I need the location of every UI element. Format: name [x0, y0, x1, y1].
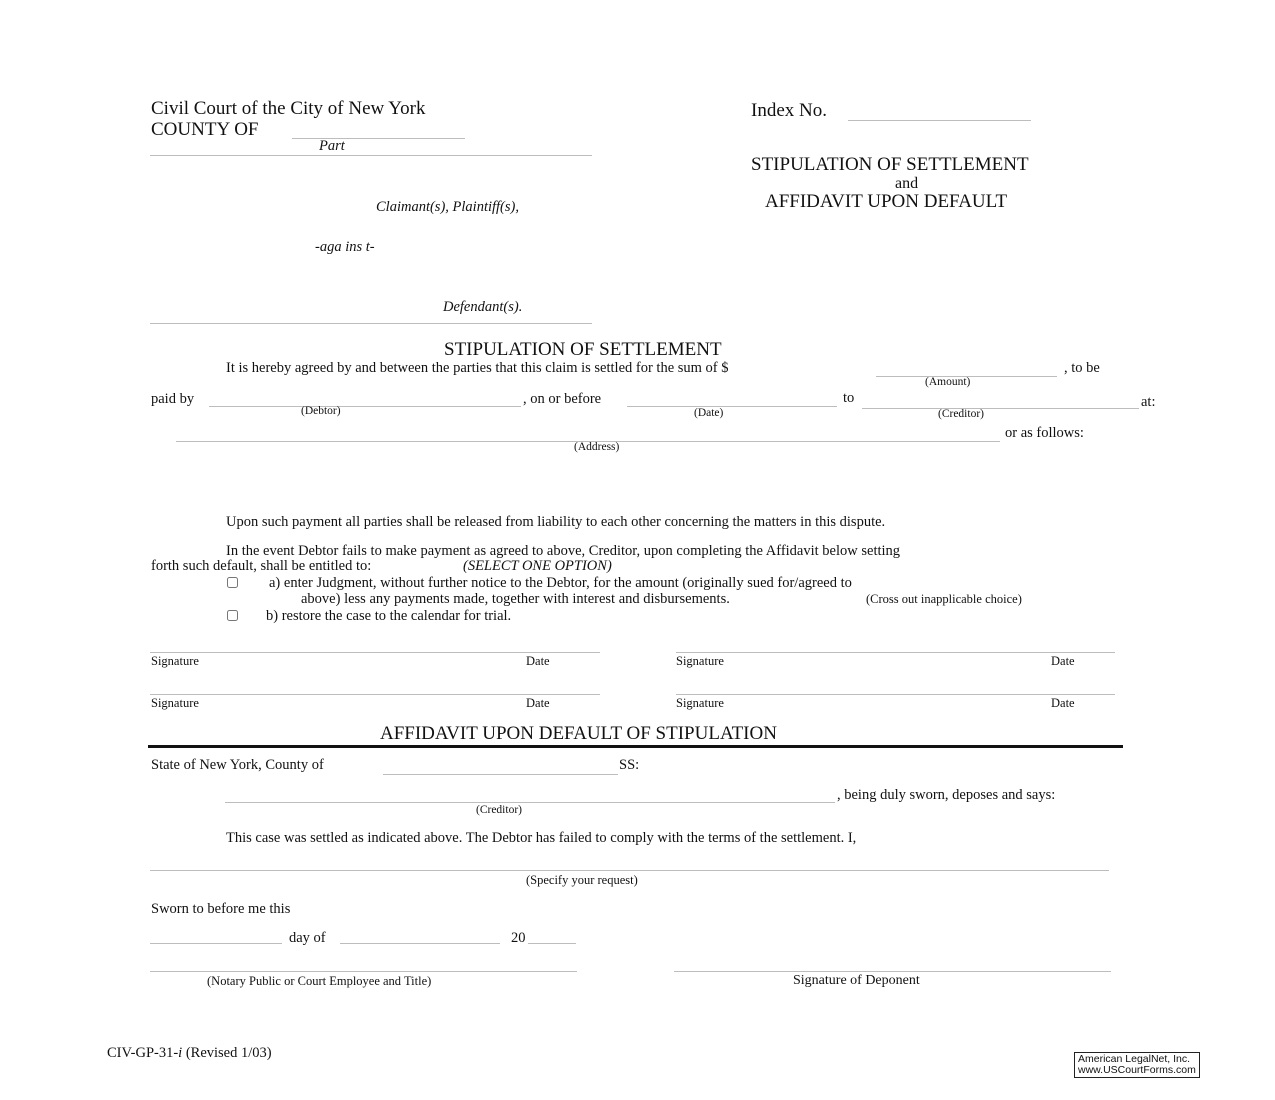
logo-line-1: American LegalNet, Inc.	[1078, 1053, 1191, 1065]
address-input[interactable]	[176, 425, 1000, 442]
state-county-text: State of New York, County of	[151, 757, 324, 773]
court-name: Civil Court of the City of New York	[151, 98, 426, 119]
to-be-text: , to be	[1064, 360, 1100, 376]
defendant-label: Defendant(s).	[443, 299, 523, 315]
index-number-label: Index No.	[751, 100, 827, 121]
year-prefix-text: 20	[511, 930, 526, 946]
affidavit-creditor-input[interactable]	[225, 786, 835, 803]
notary-caption: (Notary Public or Court Employee and Title)	[207, 974, 432, 988]
creditor-caption: (Creditor)	[938, 408, 984, 420]
title-and: and	[895, 175, 919, 192]
default-text-line-2: forth such default, shall be entitled to:	[151, 558, 372, 574]
signature-label: Signature	[676, 696, 724, 710]
signature-line[interactable]	[150, 652, 600, 653]
request-input[interactable]	[150, 854, 1109, 871]
settlement-sum-text: It is hereby agreed by and between the parties that this claim is settled for the sum of $	[226, 360, 729, 376]
option-b-text: b) restore the case to the calendar for trial.	[266, 608, 512, 624]
paid-by-text: paid by	[151, 391, 195, 407]
select-one-option: (SELECT ONE OPTION)	[463, 558, 612, 574]
option-b-checkbox[interactable]	[227, 610, 238, 621]
title-line-1: STIPULATION OF SETTLEMENT	[751, 154, 1029, 175]
affidavit-creditor-caption: (Creditor)	[476, 804, 522, 816]
signature-line[interactable]	[676, 694, 1115, 695]
to-text: to	[843, 390, 855, 406]
option-a-note: (Cross out inapplicable choice)	[866, 592, 1022, 606]
date-label: Date	[1051, 654, 1075, 668]
duly-sworn-text: , being duly sworn, deposes and says:	[837, 787, 1056, 803]
year-input[interactable]	[528, 927, 576, 944]
ss-text: SS:	[619, 757, 640, 773]
against-label: -aga ins t-	[315, 239, 375, 255]
title-line-2: AFFIDAVIT UPON DEFAULT	[765, 191, 1008, 212]
or-as-follows-text: or as follows:	[1005, 425, 1084, 441]
option-a-line-1: a) enter Judgment, without further notice to the Debtor, for the amount (originally sued for/agreed to	[269, 575, 852, 591]
signature-label: Signature	[151, 654, 199, 668]
creditor-input[interactable]	[862, 392, 1139, 409]
affidavit-heading: AFFIDAVIT UPON DEFAULT OF STIPULATION	[380, 723, 777, 744]
deponent-caption: Signature of Deponent	[793, 973, 920, 988]
stipulation-heading: STIPULATION OF SETTLEMENT	[444, 339, 722, 360]
debtor-caption: (Debtor)	[301, 405, 341, 417]
specify-request-caption: (Specify your request)	[526, 873, 638, 887]
index-number-input[interactable]	[848, 104, 1031, 121]
date-caption: (Date)	[694, 407, 724, 419]
affidavit-body-text: This case was settled as indicated above. The Debtor has failed to comply with the terms of the settlement. I,	[226, 830, 857, 846]
form-code: CIV-GP-31-i (Revised 1/03)	[107, 1045, 272, 1061]
amount-caption: (Amount)	[925, 376, 971, 388]
notary-signature-line[interactable]	[150, 971, 577, 972]
at-text: at:	[1141, 394, 1156, 410]
release-text: Upon such payment all parties shall be released from liability to each other concerning the matters in this dispute.	[226, 514, 886, 530]
date-label: Date	[526, 696, 550, 710]
amount-input[interactable]	[876, 360, 1057, 377]
sworn-before-text: Sworn to before me this	[151, 901, 291, 917]
divider	[150, 155, 592, 156]
divider	[150, 323, 592, 324]
signature-line[interactable]	[150, 694, 600, 695]
deponent-signature-line[interactable]	[674, 971, 1111, 972]
default-text-line-1: In the event Debtor fails to make payment as agreed to above, Creditor, upon completing the Affidavit below setting	[226, 543, 901, 559]
date-label: Date	[1051, 696, 1075, 710]
logo-line-2: www.USCourtForms.com	[1078, 1064, 1196, 1076]
county-input[interactable]	[292, 122, 465, 139]
month-input[interactable]	[340, 927, 500, 944]
day-input[interactable]	[150, 927, 282, 944]
signature-line[interactable]	[676, 652, 1115, 653]
heavy-divider	[148, 745, 1123, 748]
part-label: Part	[319, 138, 345, 154]
day-of-text: day of	[289, 930, 326, 946]
date-input[interactable]	[627, 390, 837, 407]
debtor-input[interactable]	[209, 390, 521, 407]
address-caption: (Address)	[574, 441, 620, 453]
signature-label: Signature	[676, 654, 724, 668]
county-label: COUNTY OF	[151, 119, 259, 140]
claimant-label: Claimant(s), Plaintiff(s),	[376, 199, 519, 215]
on-or-before-text: , on or before	[523, 391, 602, 407]
option-a-checkbox[interactable]	[227, 577, 238, 588]
american-legalnet-logo[interactable]	[1074, 1052, 1200, 1078]
affidavit-county-input[interactable]	[383, 758, 618, 775]
option-a-line-2: above) less any payments made, together with interest and disbursements.	[301, 591, 730, 607]
date-label: Date	[526, 654, 550, 668]
signature-label: Signature	[151, 696, 199, 710]
